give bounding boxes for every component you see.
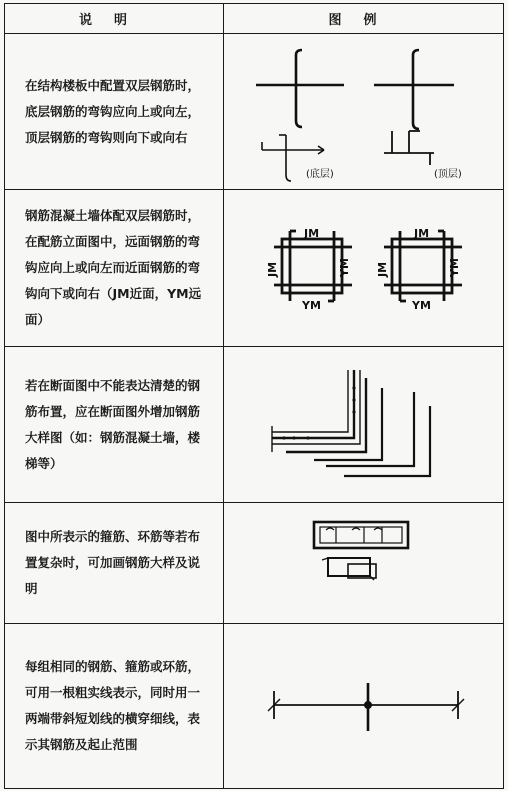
- wall-double-layer-diagram: [224, 191, 502, 346]
- stirrup-detail-diagram: [224, 504, 502, 623]
- row-4-figure: [224, 503, 504, 624]
- rebar-notation-table: [4, 3, 504, 789]
- table-row: [5, 190, 504, 347]
- row-3-figure: [224, 347, 504, 503]
- row-2-figure: [224, 190, 504, 347]
- label-jm-side-left: JM: [266, 261, 279, 277]
- slab-double-layer-diagram: [224, 35, 502, 189]
- row-5-description: 每组相同的钢筋、箍筋或环筋，可用一根粗实线表示，同时用一两端带斜短划线的横穿细线，表示其钢筋及起止范围: [5, 624, 224, 789]
- table-row: [5, 503, 504, 624]
- label-bottom-layer: (底层): [306, 168, 334, 180]
- row-3-description: 若在断面图中不能表达清楚的钢筋布置，应在断面图外增加钢筋大样图（如：钢筋混凝土墙，楼梯等）: [5, 347, 224, 503]
- label-jm-side-right: JM: [376, 261, 389, 277]
- row-5-figure: [224, 624, 504, 789]
- label-ym-side-left: YM: [338, 257, 351, 277]
- table-row: [5, 34, 504, 190]
- row-1-description: 在结构楼板中配置双层钢筋时，底层钢筋的弯钩应向上或向左，顶层钢筋的弯钩则向下或向右: [5, 34, 224, 190]
- rebar-group-range-diagram: [224, 625, 502, 788]
- label-jm-top-left: JM: [304, 226, 320, 240]
- label-ym-bottom-right: YM: [412, 298, 431, 312]
- row-1-figure: [224, 34, 504, 190]
- label-jm-top-right: JM: [414, 226, 430, 240]
- table-row: [5, 347, 504, 503]
- label-ym-bottom-left: YM: [302, 298, 321, 312]
- section-detail-diagram: [224, 348, 502, 502]
- header-description: 说明: [5, 4, 224, 34]
- label-ym-side-right: YM: [448, 257, 461, 277]
- row-2-description: 钢筋混凝土墙体配双层钢筋时，在配筋立面图中，远面钢筋的弯钩应向上或向左而近面钢筋的弯钩向下或向右（JM近面，YM远面）: [5, 190, 224, 347]
- row-4-description: 图中所表示的箍筋、环筋等若布置复杂时，可加画钢筋大样及说明: [5, 503, 224, 624]
- header-illustration: 图例: [224, 4, 504, 34]
- header-row: [5, 4, 504, 34]
- table-row: [5, 624, 504, 789]
- label-top-layer: (顶层): [434, 168, 462, 180]
